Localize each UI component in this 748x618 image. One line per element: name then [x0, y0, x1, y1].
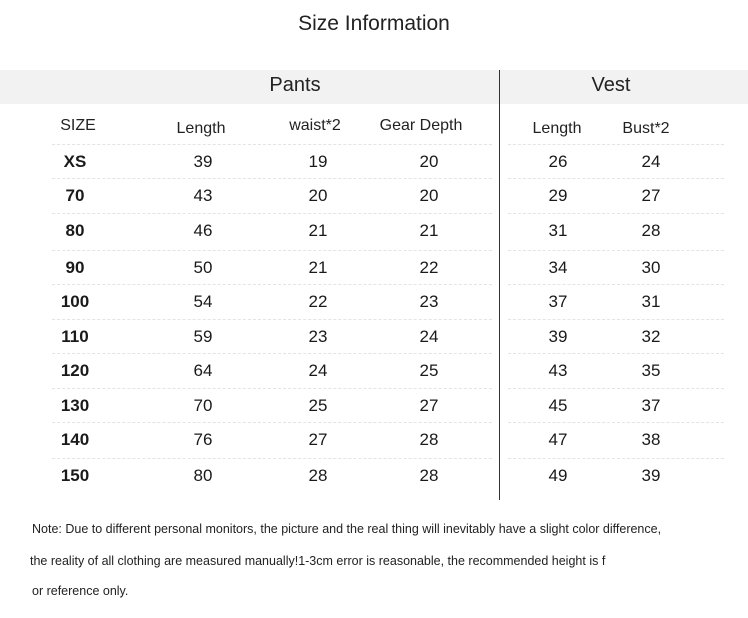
- page-title: Size Information: [298, 12, 450, 35]
- cell-gear-depth: 28: [419, 430, 439, 449]
- cell-gear-depth: 22: [419, 258, 439, 277]
- cell-waist: 20: [308, 186, 328, 205]
- row-separator: [52, 458, 492, 459]
- cell-size: 70: [65, 186, 85, 205]
- cell-bust: 24: [641, 152, 661, 171]
- cell-bust: 30: [641, 258, 661, 277]
- header-vest-length: Length: [532, 120, 582, 137]
- cell-gear-depth: 25: [419, 361, 439, 380]
- table-row: [0, 361, 748, 391]
- cell-vest-length: 45: [548, 396, 568, 415]
- pants-group-label: Pants: [269, 74, 321, 96]
- cell-size: 140: [60, 430, 90, 449]
- cell-pants-length: 70: [193, 396, 213, 415]
- table-row: [0, 221, 748, 251]
- row-separator: [508, 353, 724, 354]
- row-separator: [52, 319, 492, 320]
- cell-waist: 24: [308, 361, 328, 380]
- cell-gear-depth: 24: [419, 327, 439, 346]
- cell-size: 110: [61, 327, 89, 346]
- header-waist: waist*2: [289, 117, 341, 134]
- cell-vest-length: 31: [548, 221, 568, 240]
- cell-gear-depth: 21: [419, 221, 439, 240]
- row-separator: [508, 213, 724, 214]
- cell-waist: 28: [308, 466, 328, 485]
- cell-bust: 38: [641, 430, 661, 449]
- cell-pants-length: 43: [193, 186, 213, 205]
- row-separator: [508, 388, 724, 389]
- table-row: [0, 466, 748, 496]
- cell-gear-depth: 23: [419, 292, 439, 311]
- cell-bust: 32: [641, 327, 661, 346]
- cell-pants-length: 46: [193, 221, 213, 240]
- row-separator: [52, 388, 492, 389]
- row-separator: [52, 178, 492, 179]
- cell-gear-depth: 20: [419, 186, 439, 205]
- row-separator: [508, 250, 724, 251]
- table-row: [0, 292, 748, 322]
- cell-gear-depth: 27: [419, 396, 439, 415]
- cell-bust: 39: [641, 466, 661, 485]
- row-separator: [52, 144, 492, 145]
- header-pants-length: Length: [176, 120, 226, 137]
- cell-bust: 27: [641, 186, 661, 205]
- cell-waist: 27: [308, 430, 328, 449]
- cell-bust: 28: [641, 221, 661, 240]
- cell-size: 150: [60, 466, 90, 485]
- row-separator: [508, 144, 724, 145]
- cell-vest-length: 29: [548, 186, 568, 205]
- row-separator: [508, 422, 724, 423]
- row-separator: [52, 213, 492, 214]
- row-separator: [52, 284, 492, 285]
- row-separator: [52, 353, 492, 354]
- cell-vest-length: 34: [548, 258, 568, 277]
- cell-size: 120: [60, 361, 90, 380]
- row-separator: [508, 178, 724, 179]
- table-row: [0, 430, 748, 460]
- header-size: SIZE: [60, 117, 96, 134]
- row-separator: [52, 250, 492, 251]
- cell-vest-length: 39: [548, 327, 568, 346]
- cell-pants-length: 64: [193, 361, 213, 380]
- header-gear-depth: Gear Depth: [379, 117, 463, 134]
- vest-group-label: Vest: [591, 74, 631, 96]
- cell-waist: 23: [308, 327, 328, 346]
- cell-pants-length: 54: [193, 292, 213, 311]
- cell-vest-length: 37: [548, 292, 568, 311]
- cell-bust: 31: [641, 292, 661, 311]
- cell-vest-length: 43: [548, 361, 568, 380]
- cell-size: 130: [60, 396, 90, 415]
- cell-bust: 35: [641, 361, 661, 380]
- cell-vest-length: 47: [548, 430, 568, 449]
- cell-vest-length: 49: [548, 466, 568, 485]
- table-row: [0, 186, 748, 216]
- header-bust: Bust*2: [622, 120, 670, 137]
- note-line-1: Note: Due to different personal monitors, the picture and the real thing will inevitably have a slight color difference,: [32, 522, 662, 536]
- cell-size: 100: [60, 292, 90, 311]
- note-line-2: the reality of all clothing are measured manually!1-3cm error is reasonable, the recommended height is f: [30, 554, 606, 568]
- cell-waist: 22: [308, 292, 328, 311]
- cell-waist: 19: [308, 152, 328, 171]
- row-separator: [508, 319, 724, 320]
- cell-gear-depth: 28: [419, 466, 439, 485]
- cell-pants-length: 76: [193, 430, 213, 449]
- cell-waist: 25: [308, 396, 328, 415]
- cell-pants-length: 39: [193, 152, 213, 171]
- cell-waist: 21: [308, 221, 328, 240]
- cell-bust: 37: [641, 396, 661, 415]
- cell-vest-length: 26: [548, 152, 568, 171]
- cell-pants-length: 80: [193, 466, 213, 485]
- cell-size: 90: [65, 258, 85, 277]
- cell-size: 80: [65, 221, 85, 240]
- cell-pants-length: 50: [193, 258, 213, 277]
- cell-gear-depth: 20: [419, 152, 439, 171]
- note-line-3: or reference only.: [32, 584, 129, 598]
- row-separator: [508, 458, 724, 459]
- cell-size: XS: [63, 152, 87, 171]
- row-separator: [52, 422, 492, 423]
- row-separator: [508, 284, 724, 285]
- cell-waist: 21: [308, 258, 328, 277]
- cell-pants-length: 59: [193, 327, 213, 346]
